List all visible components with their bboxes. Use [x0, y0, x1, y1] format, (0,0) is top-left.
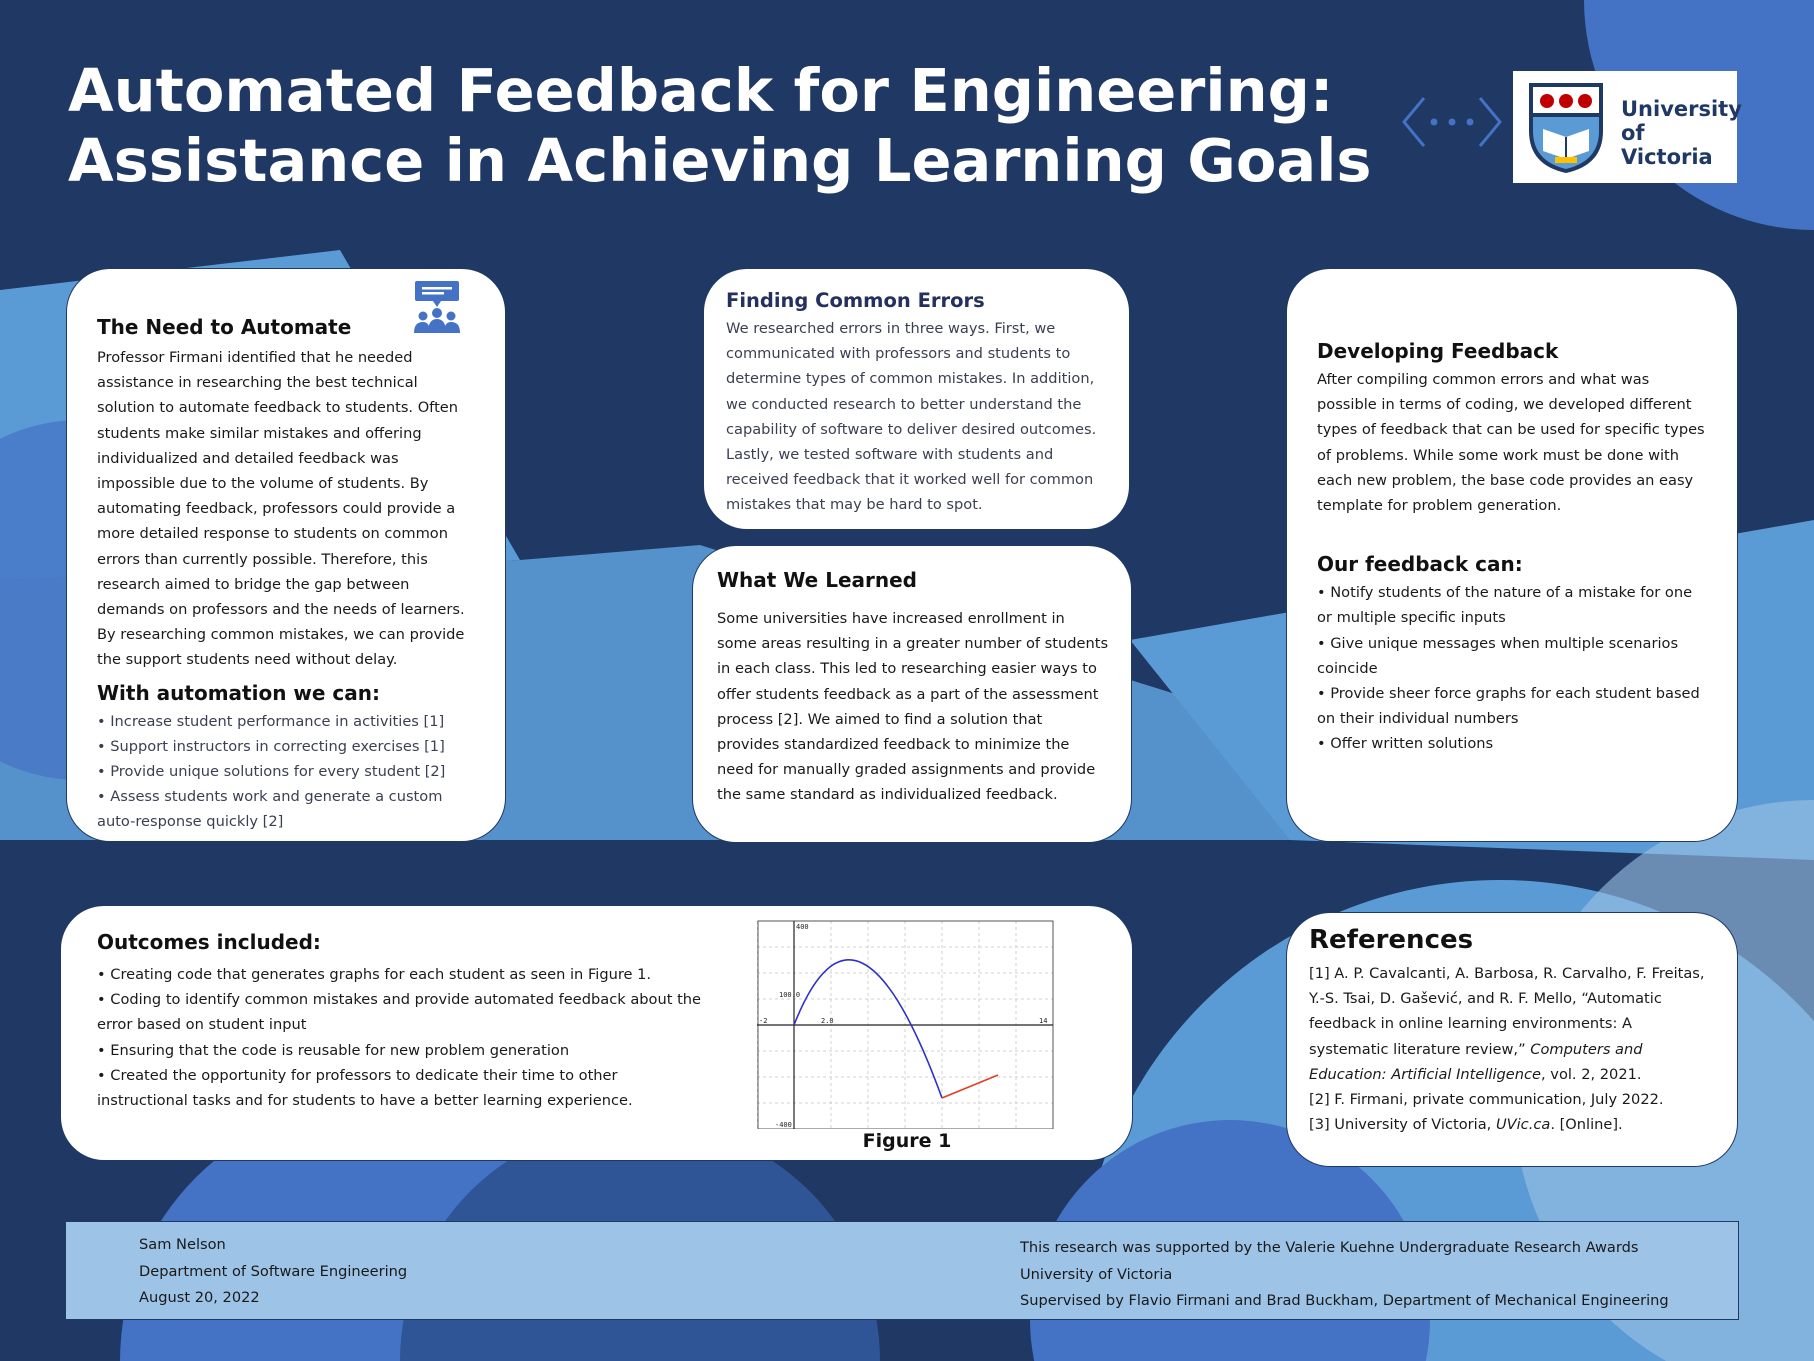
author-info — [139, 1232, 407, 1312]
supervisors: Supervised by Flavio Firmani and Brad Buckham, Department of Mechanical Engineering — [1020, 1292, 1669, 1309]
list-item: • Created the opportunity for professors to dedicate their time to other instructional tasks and for students to have a better learning experience. — [97, 1063, 707, 1113]
reference-3-tail: . [Online]. — [1550, 1116, 1623, 1134]
need-body: Professor Firmani identified that he needed assistance in researching the best technical solution to automate feedback to students. Often students make similar mistakes and offering individualized and detailed feedback was impossible due to the volume of students. By automating feedback, professors could provide a more detailed response to students on common errors than currently possible. Therefore, this research aimed to bridge the gap between demands on professors and the needs of learners. By researching common mistakes, we can provide the support students need without delay. — [97, 349, 465, 669]
list-item: • Support instructors in correcting exercises [1] — [97, 734, 475, 759]
list-item: • Offer written solutions — [1317, 731, 1707, 756]
reference-2: [2] F. Firmani, private communication, July 2022. — [1309, 1091, 1664, 1109]
author-name: Sam Nelson — [139, 1236, 226, 1253]
list-item: • Ensuring that the code is reusable for new problem generation — [97, 1038, 707, 1063]
developing-list — [1317, 580, 1707, 756]
developing-heading: Developing Feedback — [1317, 339, 1559, 363]
list-item: • Creating code that generates graphs for each student as seen in Figure 1. — [97, 962, 707, 987]
card-what-we-learned — [692, 545, 1132, 843]
support-statement: This research was supported by the Valerie Kuehne Undergraduate Research Awards — [1020, 1239, 1639, 1256]
university-crest-icon — [1525, 79, 1607, 175]
card-references — [1286, 912, 1738, 1167]
learned-heading: What We Learned — [717, 568, 917, 592]
card-finding-common-errors — [703, 268, 1130, 530]
list-item: • Coding to identify common mistakes and provide automated feedback about the error based on student input — [97, 987, 707, 1037]
figure-caption: Figure 1 — [862, 1130, 952, 1152]
reference-1-tail: , vol. 2, 2021. — [1541, 1065, 1642, 1083]
reference-3-site: UVic.ca — [1495, 1116, 1551, 1134]
list-item: • Notify students of the nature of a mistake for one or multiple specific inputs — [1317, 580, 1707, 630]
need-subheading: With automation we can: — [97, 680, 380, 705]
poster-date: August 20, 2022 — [139, 1289, 260, 1306]
reference-1-text: [1] A. P. Cavalcanti, A. Barbosa, R. Carvalho, F. Freitas, Y.-S. Tsai, D. Gašević, and R. F. Mello, “Automatic feedback in online learning environments: A systematic literature review,” — [1309, 965, 1705, 1058]
reference-3 — [1309, 1112, 1709, 1137]
list-item: • Assess students work and generate a custom auto-response quickly [2] — [97, 784, 475, 834]
list-item: • Give unique messages when multiple scenarios coincide — [1317, 631, 1707, 681]
outcomes-list — [97, 962, 707, 1113]
references-heading: References — [1309, 925, 1474, 955]
learned-body: Some universities have increased enrollment in some areas resulting in a greater number of students in each class. This led to researching easier ways to offer students feedback as a part of the assessment process [2]. We aimed to find a solution that provides standardized feedback to minimize the need for manually graded assignments and provide the same standard as individualized feedback. — [717, 610, 1109, 804]
logo-line-1: University — [1621, 97, 1742, 121]
code-brackets-icon — [1400, 94, 1504, 150]
outcomes-heading: Outcomes included: — [97, 930, 321, 954]
reference-1 — [1309, 961, 1709, 1087]
need-heading: The Need to Automate — [97, 315, 352, 339]
list-item: • Increase student performance in activities [1] — [97, 709, 475, 734]
author-department: Department of Software Engineering — [139, 1262, 408, 1280]
title-line-2: Assistance in Achieving Learning Goals — [68, 126, 1372, 195]
developing-body: After compiling common errors and what was possible in terms of coding, we developed different types of feedback that can be used for specific types of problems. While some work must be done with each new problem, the base code provides an easy template for problem generation. — [1317, 371, 1705, 515]
figure-1-graph — [757, 915, 1057, 1129]
x-tick-mid: 2.0 — [821, 1017, 834, 1025]
errors-body: We researched errors in three ways. First, we communicated with professors and students to determine types of common mistakes. In addition, we conducted research to better understand the capability of software to deliver desired outcomes. Lastly, we tested software with students and received feedback that it worked well for common mistakes that may be hard to spot. — [726, 320, 1097, 514]
poster-title — [68, 56, 1372, 196]
need-list — [97, 709, 475, 835]
x-tick-right: 14 — [1039, 1017, 1048, 1025]
support-info — [1020, 1235, 1669, 1315]
y-tick-mid: 100.0 — [779, 991, 801, 999]
errors-heading: Finding Common Errors — [726, 289, 985, 312]
presentation-team-icon — [413, 281, 461, 333]
x-tick-left: -2 — [759, 1017, 768, 1025]
reference-3-text: [3] University of Victoria, — [1309, 1116, 1496, 1134]
card-developing-feedback — [1286, 268, 1738, 842]
footer-bar — [65, 1221, 1739, 1320]
title-line-1: Automated Feedback for Engineering: — [68, 56, 1334, 125]
developing-subheading: Our feedback can: — [1317, 552, 1523, 577]
card-need-to-automate — [66, 268, 506, 842]
logo-line-2: of Victoria — [1621, 121, 1713, 169]
y-tick-top: 400 — [796, 923, 809, 931]
university-wordmark — [1621, 97, 1742, 169]
university-logo — [1513, 71, 1742, 183]
reference-1-journal: Computers and Education: Artificial Intelligence — [1309, 1040, 1643, 1083]
y-tick-bottom: -400 — [775, 1121, 792, 1129]
list-item: • Provide sheer force graphs for each student based on their individual numbers — [1317, 681, 1707, 731]
support-university: University of Victoria — [1020, 1265, 1173, 1283]
list-item: • Provide unique solutions for every student [2] — [97, 759, 475, 784]
